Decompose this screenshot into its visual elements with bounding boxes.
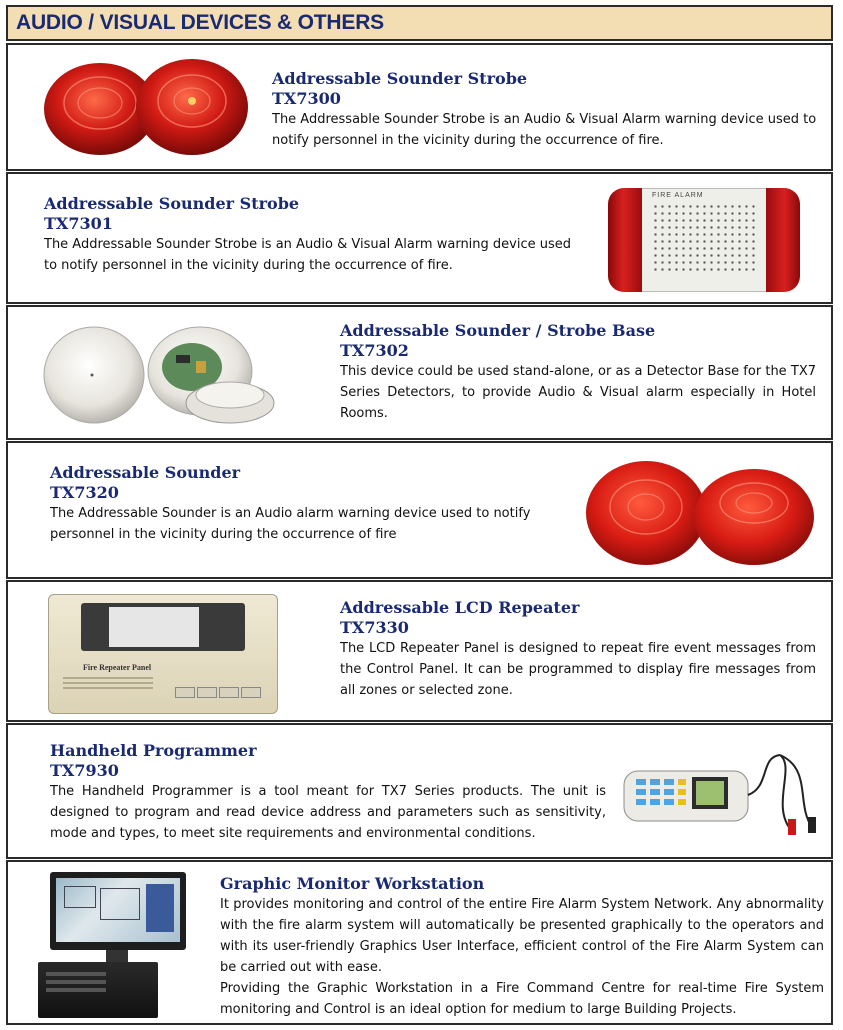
- handheld-programmer-image: [620, 747, 820, 839]
- product-title: Addressable Sounder: [50, 463, 241, 482]
- cylindrical-sounder-image: [608, 188, 800, 292]
- sounder-image: [584, 457, 816, 567]
- product-model: TX7320: [50, 483, 119, 502]
- product-title: Handheld Programmer: [50, 741, 257, 760]
- product-description: The Addressable Sounder is an Audio alarm warning device used to notify personnel in the vicinity during the occurrence of fire: [50, 506, 531, 542]
- product-description: The LCD Repeater Panel is designed to repeat fire event messages from the Control Panel. It can be programmed to display fire messages from all zones or selected zone.: [340, 641, 816, 698]
- workstation-image: [38, 872, 196, 1020]
- product-model: TX7301: [44, 214, 113, 233]
- product-title: Addressable Sounder Strobe: [272, 69, 528, 88]
- catalog-page: [6, 5, 837, 1025]
- product-card-tx7300: [6, 43, 833, 171]
- section-header: [6, 5, 833, 41]
- product-title: Addressable LCD Repeater: [340, 598, 580, 617]
- product-title: Addressable Sounder / Strobe Base: [340, 321, 656, 340]
- product-model: TX7330: [340, 618, 409, 637]
- product-card-tx7320: [6, 441, 833, 579]
- product-description: The Handheld Programmer is a tool meant for TX7 Series products. The unit is designed to program and read device address and parameters such as sensitivity, mode and types, to meet site requirements and environmental conditions.: [50, 784, 606, 841]
- panel-label: Fire Repeater Panel: [83, 663, 152, 672]
- product-model: TX7302: [340, 341, 409, 360]
- product-description: It provides monitoring and control of the entire Fire Alarm System Network. Any abnormality with the fire alarm system will automatically be presented graphically to the operators and with its user-friendly Graphics User Interface, efficient control of the Fire Alarm System can be carried out with ease.: [220, 897, 824, 975]
- product-description: The Addressable Sounder Strobe is an Audio & Visual Alarm warning device used to notify personnel in the vicinity during the occurrence of fire.: [272, 112, 817, 148]
- product-title: Addressable Sounder Strobe: [44, 194, 300, 213]
- product-card-tx7930: [6, 723, 833, 859]
- product-title: Graphic Monitor Workstation: [220, 874, 485, 893]
- product-description: This device could be used stand-alone, or as a Detector Base for the TX7 Series Detectors, to provide Audio & Visual alarm especially in Hotel Rooms.: [340, 364, 816, 421]
- product-card-tx7301: [6, 172, 833, 304]
- product-card-graphic-workstation: [6, 860, 833, 1025]
- sounder-base-image: [42, 321, 282, 429]
- sounder-strobe-image: [42, 57, 252, 159]
- product-card-tx7330: [6, 580, 833, 722]
- lcd-repeater-image: [48, 594, 278, 714]
- product-model: TX7930: [50, 761, 119, 780]
- device-label: FIRE ALARM: [652, 192, 704, 199]
- section-title: AUDIO / VISUAL DEVICES & OTHERS: [16, 11, 384, 34]
- product-description-extra: Providing the Graphic Workstation in a Fire Command Centre for real-time Fire System monitoring and Control is an ideal option for medium to large Building Projects.: [220, 981, 824, 1017]
- product-model: TX7300: [272, 89, 341, 108]
- product-description: The Addressable Sounder Strobe is an Audio & Visual Alarm warning device used to notify personnel in the vicinity during the occurrence of fire.: [44, 237, 572, 273]
- product-card-tx7302: [6, 305, 833, 440]
